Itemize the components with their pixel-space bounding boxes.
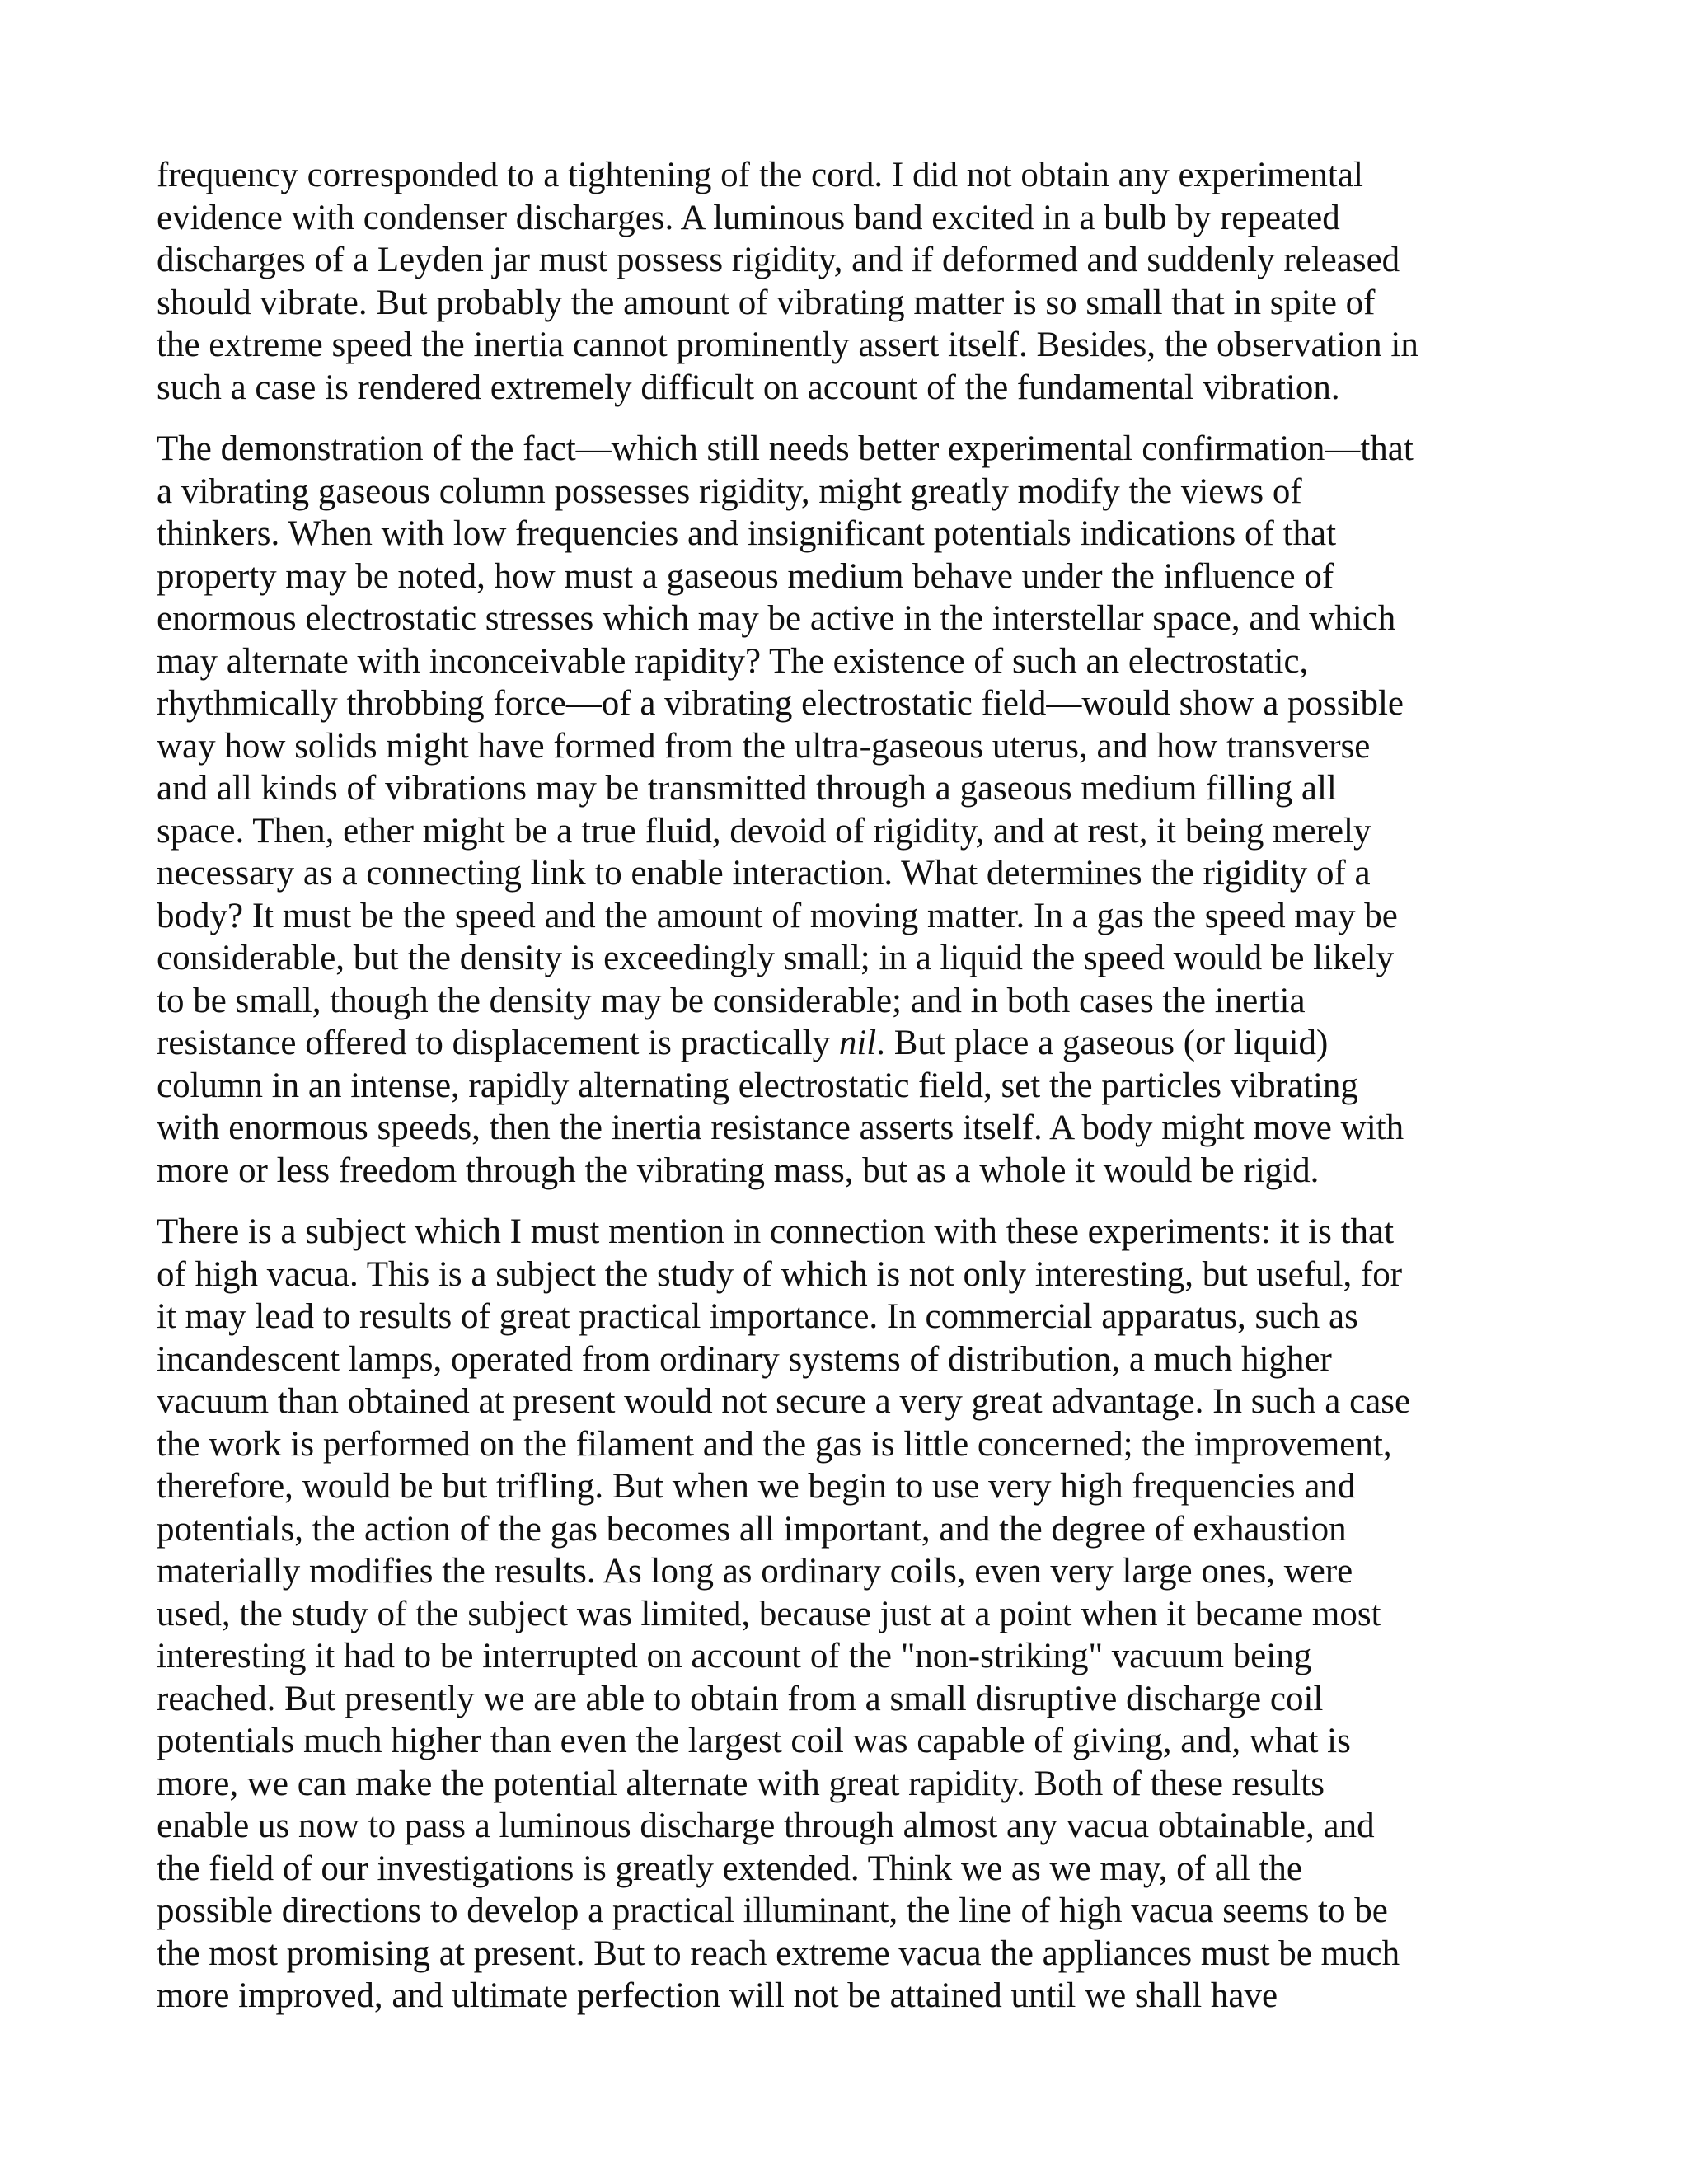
text-line: considerable, but the density is exceedingly small; in a liquid the speed would be likely (157, 939, 1395, 977)
text-line: property may be noted, how must a gaseous medium behave under the influence of (157, 556, 1334, 596)
text-line: of high vacua. This is a subject the study of which is not only interesting, but useful, for (157, 1254, 1403, 1294)
text-line: the work is performed on the filament and the gas is little concerned; the improvement, (157, 1424, 1392, 1464)
text-line: the field of our investigations is greatly extended. Think we as we may, of all the (157, 1849, 1302, 1888)
text-line: to be small, though the density may be considerable; and in both cases the inertia (157, 981, 1306, 1020)
text-line: necessary as a connecting link to enable interaction. What determines the rigidity of a (157, 854, 1371, 893)
paragraph-2 (157, 428, 1558, 1192)
text-line: potentials much higher than even the largest coil was capable of giving, and, what is (157, 1722, 1351, 1760)
text-line: with enormous speeds, then the inertia resistance asserts itself. A body might move with (157, 1108, 1404, 1147)
paragraph-3 (157, 1211, 1558, 2018)
text-line: evidence with condenser discharges. A luminous band excited in a bulb by repeated (157, 198, 1340, 237)
text-line: a vibrating gaseous column possesses rigidity, might greatly modify the views of (157, 471, 1302, 511)
text-line: reached. But presently we are able to obtain from a small disruptive discharge coil (157, 1679, 1324, 1718)
text-line: therefore, would be but trifling. But when we begin to use very high frequencies and (157, 1467, 1356, 1506)
text-line: more, we can make the potential alternate with great rapidity. Both of these results (157, 1764, 1325, 1803)
text-line: and all kinds of vibrations may be transmitted through a gaseous medium filling all (157, 769, 1337, 808)
text-line: incandescent lamps, operated from ordinary systems of distribution, a much higher (157, 1339, 1332, 1379)
text-line: such a case is rendered extremely difficult on account of the fundamental vibration. (157, 368, 1340, 407)
paragraph-1 (157, 154, 1558, 409)
text-line: vacuum than obtained at present would not secure a very great advantage. In such a case (157, 1382, 1411, 1421)
text-line: enable us now to pass a luminous discharge through almost any vacua obtainable, and (157, 1807, 1375, 1845)
text-line: thinkers. When with low frequencies and insignificant potentials indications of that (157, 514, 1337, 553)
text-line: the extreme speed the inertia cannot prominently assert itself. Besides, the observation in (157, 326, 1418, 364)
text-line: possible directions to develop a practical illuminant, the line of high vacua seems to be (157, 1891, 1388, 1930)
text-line: There is a subject which I must mention in connection with these experiments: it is that (157, 1212, 1395, 1251)
text-line: more or less freedom through the vibrating mass, but as a whole it would be rigid. (157, 1151, 1320, 1190)
document-page (157, 154, 1558, 2018)
text-segment: . But place a gaseous (or liquid) (876, 1024, 1329, 1062)
text-line: body? It must be the speed and the amount of moving matter. In a gas the speed may be (157, 896, 1398, 935)
text-segment: resistance offered to displacement is practically (157, 1024, 839, 1062)
text-line: way how solids might have formed from the ultra-gaseous uterus, and how transverse (157, 726, 1371, 766)
text-line: potentials, the action of the gas becomes all important, and the degree of exhaustion (157, 1509, 1347, 1549)
text-line: discharges of a Leyden jar must possess rigidity, and if deformed and suddenly released (157, 241, 1400, 279)
text-line: the most promising at present. But to reach extreme vacua the appliances must be much (157, 1933, 1400, 1973)
text-line-with-italic (157, 1022, 1558, 1065)
text-line: more improved, and ultimate perfection will not be attained until we shall have (157, 1976, 1278, 2015)
text-line: column in an intense, rapidly alternating electrostatic field, set the particles vibrating (157, 1066, 1358, 1105)
text-line: may alternate with inconceivable rapidity? The existence of such an electrostatic, (157, 641, 1309, 681)
text-line: used, the study of the subject was limited, because just at a point when it became most (157, 1594, 1381, 1633)
text-line: interesting it had to be interrupted on account of the "non-striking" vacuum being (157, 1637, 1312, 1675)
text-line: should vibrate. But probably the amount of vibrating matter is so small that in spite of (157, 283, 1376, 322)
text-line: it may lead to results of great practical importance. In commercial apparatus, such as (157, 1297, 1358, 1336)
text-line: rhythmically throbbing force—of a vibrating electrostatic field—would show a possible (157, 684, 1404, 723)
text-line: materially modifies the results. As long as ordinary coils, even very large ones, were (157, 1552, 1353, 1591)
text-line: space. Then, ether might be a true fluid, devoid of rigidity, and at rest, it being merely (157, 811, 1372, 851)
italic-term: nil (838, 1024, 877, 1062)
text-line: The demonstration of the fact—which still needs better experimental confirmation—that (157, 429, 1414, 468)
text-line: frequency corresponded to a tightening of the cord. I did not obtain any experimental (157, 156, 1363, 194)
text-line: enormous electrostatic stresses which may be active in the interstellar space, and which (157, 599, 1396, 638)
